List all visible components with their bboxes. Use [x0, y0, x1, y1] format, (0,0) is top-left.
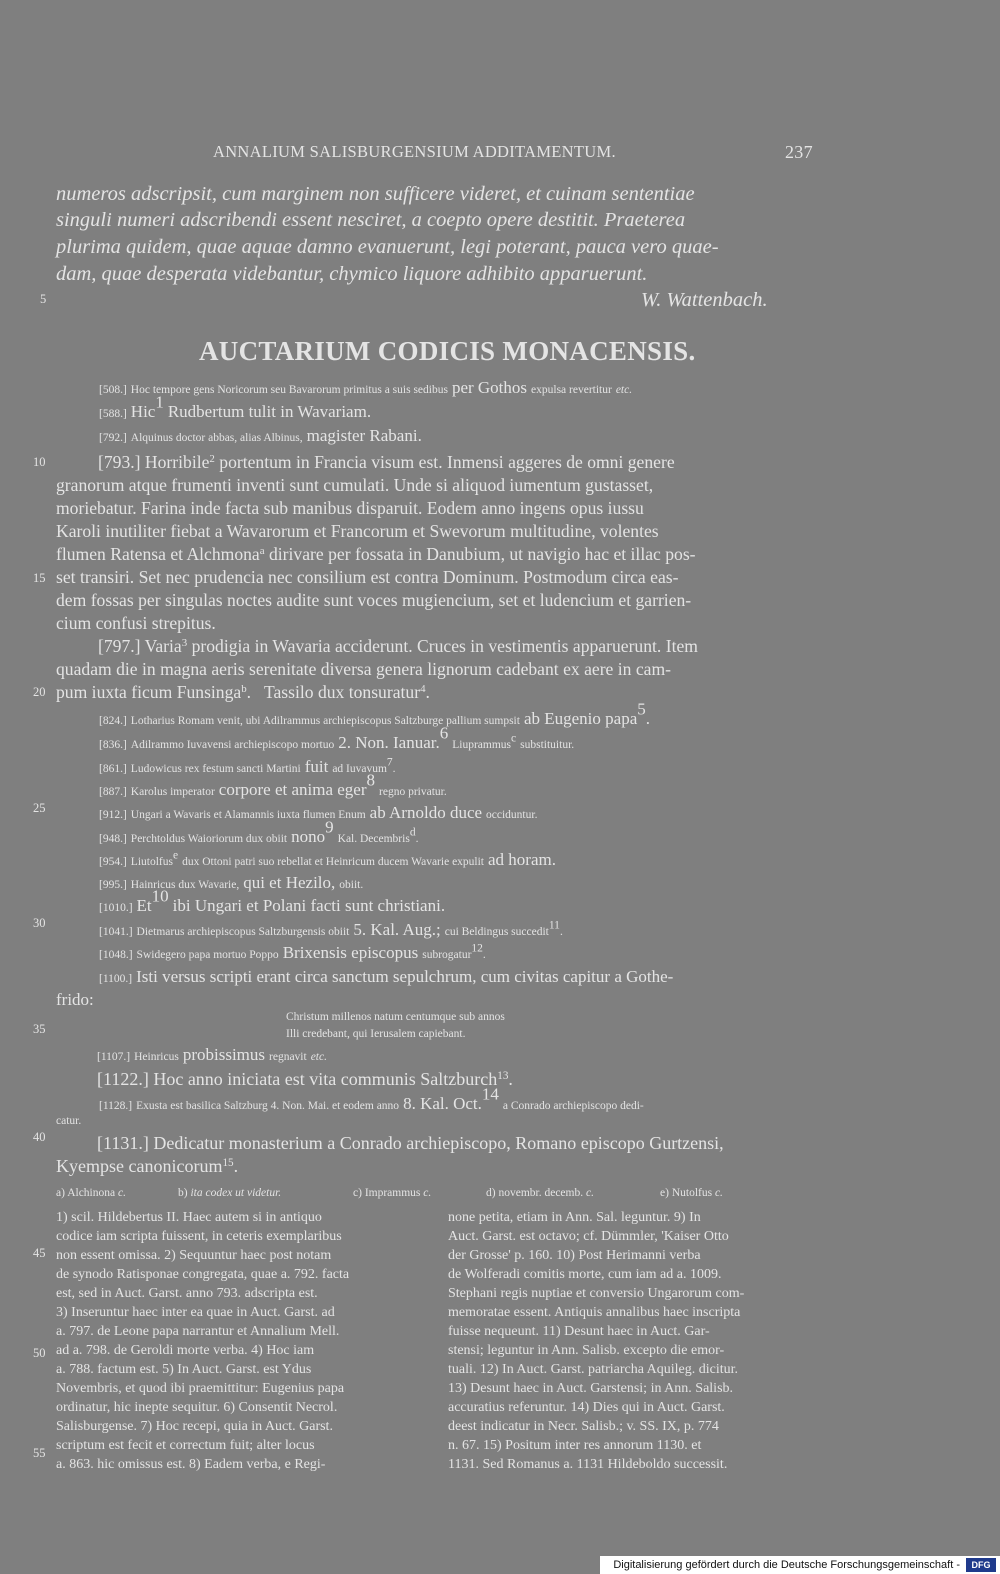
intro-line: dam, quae desperata videbantur, chymico liquore adhibito apparuerunt. [56, 263, 648, 285]
line-number: 50 [33, 1346, 46, 1360]
entry-text: . [425, 682, 430, 702]
footnote-line: ad a. 798. de Geroldi morte verba. 4) Hoc iam [56, 1343, 315, 1358]
entry-text-large: ab Eugenio papa [523, 709, 638, 728]
entry-797 [98, 636, 698, 657]
entry-text-large: Hic [130, 402, 156, 421]
entry-year: [887.] [99, 786, 127, 798]
entry-line: cium confusi strepitus. [56, 613, 216, 633]
footnote-line: Salisburgense. 7) Hoc recepi, quia in Auct. Garst. [56, 1419, 333, 1434]
entry-year: [1107.] [97, 1051, 131, 1063]
line-number: 55 [33, 1446, 46, 1460]
entry-text-large: nono [291, 827, 326, 846]
entry-line: Karoli inutiliter fiebat a Wavarorum et Francorum et Swevorum multitudine, volentes [56, 521, 659, 541]
footnote-line: n. 67. 15) Positum inter res annorum 1130. et [448, 1438, 702, 1453]
entry-text: Adilrammo Iuvavensi archiepiscopo mortuo [130, 739, 335, 751]
entry-line: set transiri. Set nec prudencia nec consilium est contra Dominum. Postmodum circa eas- [56, 567, 679, 587]
footnote-line: de synodo Ratisponae congregata, quae a. 792. facta [56, 1267, 350, 1282]
entry-text: Heinricus [134, 1051, 179, 1063]
entry-text: occiduntur. [486, 809, 538, 821]
intro-line: singuli numeri adscribendi essent nesciret, a coepto opere destitit. Praeterea [56, 209, 686, 231]
footnote-line: Auct. Garst. est octavo; cf. Dümmler, 'Kaiser Otto [448, 1229, 729, 1244]
entry-year: [1048.] [99, 949, 133, 961]
variant-ref: d [409, 826, 416, 839]
entry-text-large: per Gothos [451, 378, 528, 397]
variant-source: c. [423, 1187, 432, 1199]
footnote-line: ordinatur, hic inepte sequitur. 6) Consentit Necrol. [56, 1400, 338, 1415]
footnote-ref: 10 [151, 886, 169, 906]
variant-key: e) [660, 1187, 669, 1199]
entry-year: [954.] [99, 856, 127, 868]
entry-text: . [415, 833, 419, 845]
entry-text-large: 5. Kal. Aug.; [353, 920, 441, 939]
entry-text-large: 2. Non. Ianuar. [338, 733, 440, 752]
entry-text: prodigia in Wavaria acciderunt. Cruces in vestimentis apparuerunt. Item [191, 636, 698, 656]
variant-ref: b [241, 683, 247, 695]
entry-text: . Tassilo dux tonsuratur [246, 682, 421, 702]
entry-text: Hoc anno iniciata est vita communis Saltzburch [153, 1069, 498, 1089]
footnote-line: memoratae essent. Antiquis annalibus haec inscripta [448, 1305, 741, 1320]
line-number: 10 [33, 455, 46, 469]
entry-995 [99, 873, 363, 893]
entry-text: cui Beldingus succedit [444, 926, 549, 938]
entry-1048 [99, 943, 486, 963]
entry-line: moriebatur. Farina inde facta sub manibus disparuit. Eodem anno ingens opus iussu [56, 498, 644, 518]
footnote-ref: 4 [420, 683, 426, 695]
variant-ref: a [259, 545, 265, 557]
dfg-logo: DFG [966, 1558, 996, 1572]
variant-key: d) [486, 1187, 496, 1199]
entry-year: [995.] [99, 879, 127, 891]
entry-text: Ungari a Wavaris et Alamannis iuxta flumen Enum [130, 809, 366, 821]
variant-key: a) [56, 1187, 65, 1199]
variant-note [178, 1187, 281, 1199]
entry-text-large: Isti versus scripti erant circa sanctum sepulchrum, cum civitas capitur a Gothe- [136, 967, 674, 986]
variant-key: b) [178, 1187, 188, 1199]
footnote-ref: 11 [548, 919, 560, 932]
entry-year: [793.] [98, 452, 141, 472]
entry-year: [588.] [99, 408, 127, 420]
entry-text: dirivare per fossata in Danubium, ut navigio hac et illac pos- [269, 544, 696, 564]
entry-836 [99, 723, 575, 753]
entry-year: [797.] [98, 636, 141, 656]
intro-line: numeros adscripsit, cum marginem non sufficere videret, et cuinam sententiae [56, 183, 695, 205]
variant-note [353, 1187, 431, 1199]
entry-text-large: ab Arnoldo duce [369, 803, 483, 822]
entry-year: [861.] [99, 763, 127, 775]
entry-text-large: ad horam. [488, 850, 556, 869]
entry-text: portentum in Francia visum est. Inmensi aggeres de omni genere [219, 452, 675, 472]
footnote-line: a. 797. de Leone papa narrantur et Annalium Mell. [56, 1324, 340, 1339]
entry-1010 [99, 886, 446, 916]
entry-text: Dietmarus archiepiscopus Saltzburgensis obiit [136, 926, 350, 938]
entry-text: obiit. [339, 879, 364, 891]
entry-year: [1100.] [99, 973, 133, 985]
entry-text: Hoc tempore gens Noricorum seu Bavarorum primitus a suis sedibus [130, 384, 448, 396]
entry-text: Dedicatur monasterium a Conrado archiepiscopo, Romano episcopo Gurtzensi, [153, 1133, 724, 1153]
footnote-line: de Wolferadi comitis morte, cum iam ad a. 1009. [448, 1267, 722, 1282]
entry-year: [1122.] [97, 1069, 149, 1089]
entry-line [56, 1156, 238, 1177]
entry-588 [99, 392, 372, 422]
entry-792 [99, 426, 422, 446]
entry-text: . [645, 709, 650, 728]
entry-text: Varia [144, 636, 182, 656]
entry-text: Liutolfus [130, 856, 173, 868]
entry-1128 [99, 1084, 644, 1114]
footnote-line: 1131. Sed Romanus a. 1131 Hildeboldo successit. [448, 1457, 728, 1472]
entry-text: a Conrado archiepiscopo dedi- [502, 1100, 644, 1112]
footnote-line: codice iam scripta fuissent, in ceteris exemplaribus [56, 1229, 342, 1244]
variant-ref: e [172, 849, 179, 862]
entry-year: [508.] [99, 384, 127, 396]
entry-824 [99, 699, 650, 729]
footnote-ref: 9 [325, 817, 334, 837]
footnote-line: est, sed in Auct. Garst. anno 793. adscripta est. [56, 1286, 318, 1301]
entry-793 [98, 452, 675, 473]
entry-508 [99, 378, 632, 398]
entry-text: dux Ottoni patri suo rebellat et Heinricum ducem Wavarie expulit [182, 856, 485, 868]
entry-text: Exusta est basilica Saltzburg 4. Non. Mai. et eodem anno [136, 1100, 400, 1112]
verse-line: Illi credebant, qui Ierusalem capiebant. [286, 1028, 466, 1040]
footnote-ref: 7 [386, 756, 393, 769]
line-number: 25 [33, 801, 46, 815]
entry-text: . [233, 1156, 239, 1176]
footnote-line: accuratius referuntur. 14) Dies qui in Auct. Garst. [448, 1400, 725, 1415]
footnote-line: 3) Inseruntur haec inter ea quae in Auct. Garst. ad [56, 1305, 335, 1320]
entry-text: pum iuxta ficum Funsinga [56, 682, 242, 702]
entry-year: [1131.] [97, 1133, 149, 1153]
footnote-ref: 14 [481, 1084, 499, 1104]
footnote-line: fuisse nequeunt. 11) Desunt haec in Auct. Gar- [448, 1324, 710, 1339]
footnote-line: none petita, etiam in Ann. Sal. leguntur. 9) In [448, 1210, 701, 1225]
footnote-line: a. 863. hic omissus est. 8) Eadem verba, e Regi- [56, 1457, 326, 1472]
entry-text: . [482, 949, 486, 961]
variant-text: novembr. decemb. [498, 1187, 584, 1199]
line-number: 35 [33, 1022, 46, 1036]
footnote-line: Stephani regis nuptiae et conversio Ungarorum com- [448, 1286, 745, 1301]
entry-year: [1128.] [99, 1100, 133, 1112]
entry-1107 [97, 1045, 327, 1065]
footnote-ref: 5 [637, 699, 646, 719]
entry-text-large: qui et Hezilo, [243, 873, 336, 892]
intro-line: plurima quidem, quae aquae damno evanuerunt, legi poterant, pauca vero quae- [56, 236, 719, 258]
signature: W. Wattenbach. [641, 289, 768, 311]
running-header: ANNALIUM SALISBURGENSIUM ADDITAMENTUM. [213, 142, 616, 161]
entry-1100 [99, 967, 673, 987]
line-number: 20 [33, 685, 46, 699]
entry-text: subrogatur [422, 949, 472, 961]
footnote-line: 13) Desunt haec in Auct. Garstensi; in Ann. Salisb. [448, 1381, 734, 1396]
footnote-line: tuali. 12) In Auct. Garst. patriarcha Aquileg. dicitur. [448, 1362, 739, 1377]
entry-text-large: magister Rabani. [306, 426, 422, 445]
line-number: 5 [40, 292, 47, 306]
entry-1041 [99, 920, 563, 940]
variant-note [56, 1187, 126, 1199]
entry-year: [1041.] [99, 926, 133, 938]
entry-etc: etc. [310, 1051, 327, 1063]
footnote-line: deest indicatur in Necr. Salisb.; v. SS. IX, p. 774 [448, 1419, 719, 1434]
variant-text: Nutolfus [671, 1187, 713, 1199]
variant-source: c. [714, 1187, 723, 1199]
variant-source: c. [117, 1187, 126, 1199]
entry-text: Horribile [144, 452, 210, 472]
entry-text: Lotharius Romam venit, ubi Adilrammus archiepiscopus Saltzburge pallium sumpsit [130, 715, 520, 727]
page-number: 237 [785, 142, 813, 162]
entry-year: [836.] [99, 739, 127, 751]
entry-912 [99, 803, 537, 823]
variant-text: Alchinona [67, 1187, 116, 1199]
entry-text: Liuprammus [452, 739, 512, 751]
footnote-ref: 3 [181, 637, 188, 649]
variant-source: c. [585, 1187, 594, 1199]
footnote-ref: 15 [222, 1156, 234, 1169]
entry-line [56, 544, 696, 565]
entry-1131 [97, 1133, 724, 1154]
funding-notice: Digitalisierung gefördert durch die Deutsche Forschungsgemeinschaft - [613, 1559, 960, 1571]
entry-year: [912.] [99, 809, 127, 821]
entry-text-large: 8. Kal. Oct. [403, 1094, 482, 1113]
entry-text: Karolus imperator [130, 786, 215, 798]
entry-1122 [97, 1069, 513, 1090]
entry-text: flumen Ratensa et Alchmona [56, 544, 260, 564]
entry-year: [1010.] [99, 902, 133, 914]
entry-line [56, 682, 430, 703]
entry-text-large: corpore et anima eger [218, 780, 367, 799]
footnote-line: 1) scil. Hildebertus II. Haec autem si in antiquo [56, 1210, 322, 1225]
entry-text: ad Iuvavum [332, 763, 387, 775]
line-number: 30 [33, 916, 46, 930]
entry-text: Kal. Decembris [337, 833, 410, 845]
entry-text: expulsa revertitur [531, 384, 612, 396]
footnote-line: scriptum est fecit et correctum fuit; alter locus [56, 1438, 315, 1453]
entry-line: catur. [56, 1115, 82, 1127]
entry-text-large: Brixensis episcopus [282, 943, 419, 962]
entry-861 [99, 757, 396, 777]
footnote-line: non essent omissa. 2) Sequuntur haec post notam [56, 1248, 332, 1263]
variant-source: ita codex ut videtur. [190, 1187, 282, 1199]
entry-text-large: fuit [304, 757, 329, 776]
line-number: 15 [33, 571, 46, 585]
entry-text: substituitur. [520, 739, 575, 751]
line-number: 40 [33, 1130, 46, 1144]
entry-text: Hainricus dux Wavarie, [130, 879, 240, 891]
entry-text: . [508, 1069, 513, 1089]
variant-note [660, 1187, 723, 1199]
line-number: 45 [33, 1246, 46, 1260]
footnote-line: stensi; leguntur in Ann. Salisb. excepto die emor- [448, 1343, 725, 1358]
entry-text: . [559, 926, 563, 938]
entry-line: quadam die in magna aeris serenitate diversa genera lignorum cadebant ex aere in cam- [56, 659, 672, 679]
section-title: AUCTARIUM CODICIS MONACENSIS. [199, 336, 696, 366]
footnote-ref: 6 [439, 723, 449, 743]
entry-text: Perchtoldus Waioriorum dux obiit [130, 833, 288, 845]
entry-948 [99, 817, 419, 847]
footnote-ref: 13 [497, 1069, 509, 1082]
verse-line: Christum millenos natum centumque sub annos [286, 1011, 505, 1023]
footnote-ref: 8 [366, 770, 376, 790]
entry-text: regno privatur. [379, 786, 447, 798]
entry-text: Alquinus doctor abbas, alias Albinus, [130, 432, 303, 444]
footnote-ref: 12 [471, 942, 483, 955]
entry-text: Swidegero papa mortuo Poppo [136, 949, 279, 961]
entry-text-large: ibi Ungari et Polani facti sunt christiani. [172, 896, 446, 915]
entry-line: frido: [56, 990, 94, 1009]
variant-key: c) [353, 1187, 362, 1199]
variant-note [486, 1187, 594, 1199]
entry-text-large: Et [136, 896, 152, 915]
entry-887 [99, 770, 447, 800]
entry-text: Kyempse canonicorum [56, 1156, 223, 1176]
entry-etc: etc. [615, 384, 633, 396]
entry-line: dem fossas per singulas noctes audite sunt voces mugiencium, set et ludencium et garrien- [56, 590, 692, 610]
entry-text-large: Rudbertum tulit in Wavariam. [167, 402, 372, 421]
entry-text: . [392, 763, 396, 775]
footnote-line: a. 788. factum est. 5) In Auct. Garst. est Ydus [56, 1362, 312, 1377]
variant-ref: c [511, 732, 517, 745]
footnote-line: der Grosse' p. 160. 10) Post Herimanni verba [448, 1248, 701, 1263]
entry-954 [99, 850, 556, 870]
footnote-line: Novembris, et quod ibi praemittitur: Eugenius papa [56, 1381, 345, 1396]
variant-text: Imprammus [364, 1187, 421, 1199]
entry-year: [948.] [99, 833, 127, 845]
entry-text: regnavit [269, 1051, 307, 1063]
entry-text: Ludowicus rex festum sancti Martini [130, 763, 301, 775]
entry-text-large: probissimus [182, 1045, 266, 1064]
entry-line: granorum atque frumenti inventi sunt cumulati. Unde si aliquod iumentum gustasset, [56, 475, 654, 495]
entry-year: [824.] [99, 715, 127, 727]
footnote-ref: 1 [155, 392, 164, 412]
footnote-ref: 2 [209, 453, 215, 465]
entry-year: [792.] [99, 432, 127, 444]
